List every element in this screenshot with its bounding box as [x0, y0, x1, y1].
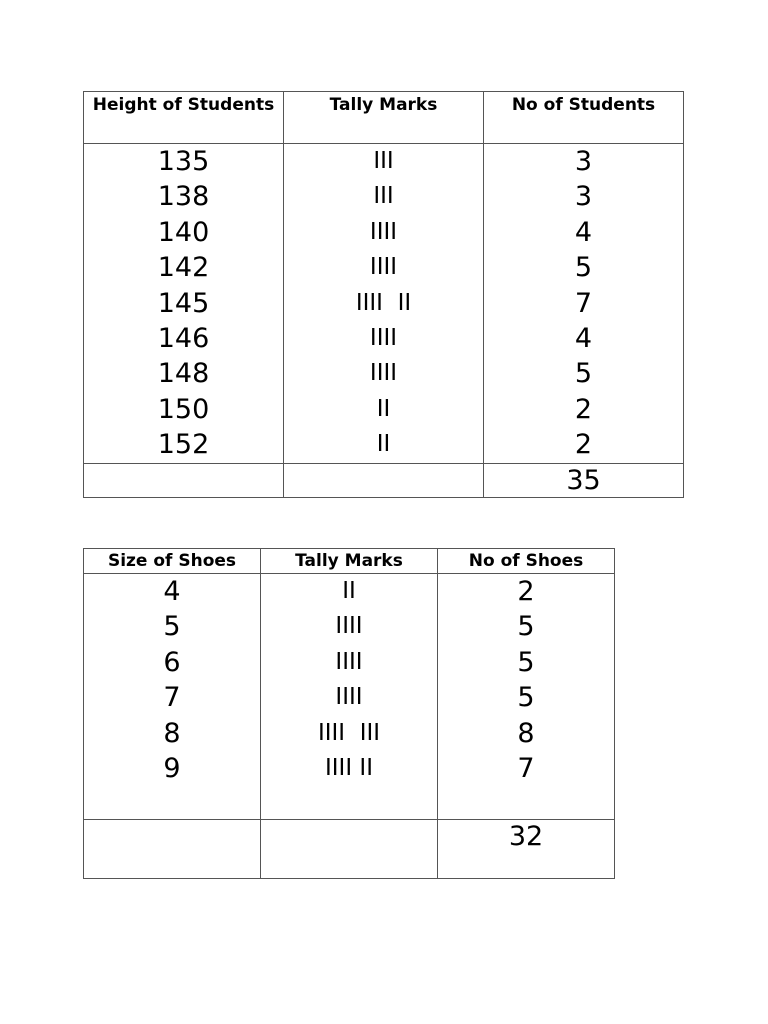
height-value: 148	[157, 358, 210, 390]
height-value: 146	[157, 323, 210, 355]
total-value: 35	[484, 463, 684, 497]
count-value: 2	[517, 576, 535, 607]
total-row	[84, 820, 615, 879]
tally-value: IIII	[369, 218, 398, 245]
height-column	[84, 144, 284, 464]
count-value: 4	[574, 323, 593, 355]
size-value: 4	[163, 576, 181, 607]
count-value: 7	[574, 287, 593, 319]
size-value: 6	[163, 646, 181, 678]
tally-value: II	[376, 431, 391, 458]
count-value: 5	[517, 646, 535, 678]
tally-value: II	[342, 578, 356, 604]
header-height: Height of Students	[84, 92, 284, 144]
size-value: 7	[163, 682, 181, 714]
tally-value: III	[373, 148, 394, 174]
total-empty-cell	[84, 820, 261, 879]
height-value: 140	[157, 216, 210, 248]
count-value: 8	[517, 717, 535, 749]
count-column	[484, 144, 684, 464]
total-empty-cell	[261, 820, 438, 879]
tally-value: IIII III	[317, 719, 381, 746]
table-body	[84, 574, 615, 820]
count-value: 3	[574, 181, 593, 213]
count-value: 3	[574, 146, 593, 177]
tally-column	[284, 144, 484, 464]
tally-value: IIII	[335, 648, 363, 675]
height-value: 152	[157, 429, 210, 461]
tally-value: IIII II	[355, 289, 412, 316]
header-row	[84, 549, 615, 574]
size-column	[84, 574, 261, 820]
count-value: 7	[517, 753, 535, 785]
count-value: 5	[517, 611, 535, 643]
total-value: 32	[438, 820, 615, 879]
count-value: 4	[574, 216, 593, 248]
header-size: Size of Shoes	[84, 549, 261, 574]
count-value: 5	[574, 252, 593, 284]
header-count: No of Students	[484, 92, 684, 144]
tally-value: IIII	[335, 613, 363, 640]
student-heights-table	[83, 91, 684, 498]
height-value: 142	[157, 252, 210, 284]
table-body	[84, 144, 684, 464]
header-count: No of Shoes	[438, 549, 615, 574]
tally-value: IIII	[335, 684, 363, 711]
size-value: 8	[163, 717, 181, 749]
tally-value: IIII	[369, 360, 398, 387]
count-value: 5	[517, 682, 535, 714]
height-value: 138	[157, 181, 210, 213]
count-column	[438, 574, 615, 820]
header-row	[84, 92, 684, 144]
tally-value: IIII	[369, 254, 398, 281]
height-value: 135	[157, 146, 210, 177]
tally-value: III	[373, 183, 394, 210]
total-row	[84, 463, 684, 497]
size-value: 5	[163, 611, 181, 643]
total-empty-cell	[284, 463, 484, 497]
header-tally: Tally Marks	[284, 92, 484, 144]
tally-value: IIII II	[324, 755, 373, 782]
header-tally: Tally Marks	[261, 549, 438, 574]
count-value: 2	[574, 429, 593, 461]
shoe-sizes-table	[83, 548, 615, 879]
tally-value: II	[376, 395, 391, 422]
tally-column	[261, 574, 438, 820]
height-value: 145	[157, 287, 210, 319]
height-value: 150	[157, 393, 210, 425]
count-value: 2	[574, 393, 593, 425]
size-value: 9	[163, 753, 181, 785]
total-empty-cell	[84, 463, 284, 497]
tally-value: IIII	[369, 325, 398, 352]
count-value: 5	[574, 358, 593, 390]
